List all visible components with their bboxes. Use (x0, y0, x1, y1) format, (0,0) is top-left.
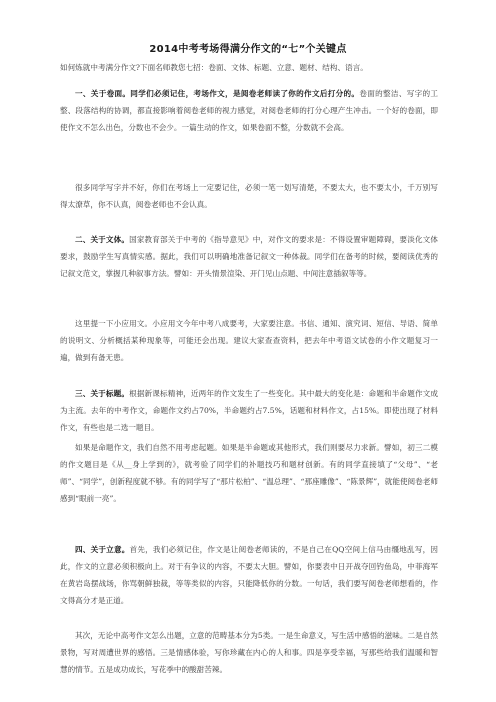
section-2-p2: 这里提一下小应用文。小应用文今年中考八成要考，大家要注意。书信、通知、演究词、短信、导语、简单的说明文、分析概括某种现象等，可能还会出现。建议大家查查资料，把去年中考语文试卷的小作文题复习一遍，做到有备无患。 (60, 319, 438, 362)
section-4-paragraph-2 (60, 627, 438, 678)
section-1-body: 卷面的整洁、写字的工整、段落结构的协调，都直接影响着阅卷老师的视力感觉，对阅卷老师的打分心理产生冲击。一个好的卷面，即使作文不怎么出色，分数也不会少。一篇生动的作文，如果卷面不整，分数就不会高。 (60, 89, 439, 132)
intro-text: 如何炼就中考满分作文?下面名师教您七招：卷面、文体、标题、立意、题材、结构、语言。 (60, 63, 368, 72)
section-1-paragraph (60, 85, 438, 136)
section-4-p2: 其次，无论中高考作文怎么出题，立意的范畴基本分为5类。一是生命意义，写生活中感悟的滋味。二是自然景物，写对周遭世界的感悟。三是情感体验，写你珍藏在内心的人和事。四是享受幸福，写那些给我们温暖和智慧的情节。五是成功成长，写花季中的酸甜苦辣。 (60, 631, 438, 674)
section-2-paragraph-2 (60, 315, 438, 366)
section-1-heading: 一、关于卷面。 (75, 89, 131, 98)
section-2-body: 国家教育部关于中考的《指导意见》中，对作文的要求是：不得设置审题障碍，要淡化文体要求，鼓励学生写真情实感。据此，我们可以明确地准备记叙文一种体裁。同学们在备考的时候，要阅读优秀的记叙文范文，掌握几种叙事方法。譬如：开头情景渲染、开门见山点题、中间注意插叙等等。 (60, 235, 439, 278)
section-4-heading: 四、关于立意。 (75, 545, 130, 554)
section-3-paragraph (60, 385, 438, 436)
section-3-body: 根据新课标精神，近两年的作文发生了一些变化。其中最大的变化是：命题和半命题作文成为主流。去年的中考作文，命题作文约占70%，半命题约占7.5%，话题和材料作文，占15%。即使出现了材料作文，有些也是二选一题目。 (60, 389, 439, 432)
section-2-heading: 二、关于文体。 (75, 235, 130, 244)
section-1-lead: 同学们必须记住，考场作文，是阅卷老师读了你的作文后打分的。 (130, 89, 360, 98)
section-3-heading: 三、关于标题。 (75, 389, 130, 398)
section-1-paragraph-2 (60, 179, 438, 213)
section-3-p2: 如果是命题作文，我们自然不用考虑起题。如果是半命题或其他形式，我们则要尽力求新。譬如，初三二模的作文题目是《从__身上学到的》，就考验了同学们的补题技巧和题材创新。有的同学直接填了“父母”、“老师”、“同学”，创新程度就不够。有的同学写了“那片松柏”、“温总理”、“那座雕像”、“陈景辉”，就能使阅卷老师感到“眼前一亮”。 (60, 443, 438, 503)
section-2-paragraph (60, 231, 438, 282)
intro-paragraph (60, 59, 438, 76)
section-4-paragraph (60, 541, 438, 609)
section-4-body: 首先，我们必须记住，作文是让阅卷老师读的，不是自己在QQ空间上信马由缰地乱写，因此，作文的立意必须积极向上。对于有争议的内容，不要太大胆。譬如，你要表中日开战夺回钓鱼岛，中菲海军在黄岩岛摆战场，你骂朝鲜独裁，等等类似的内容，只能降低你的分数。一句话，我们要写阅卷老师想看的，作文得高分才是正道。 (60, 545, 438, 605)
document-title: 2014中考考场得满分作文的“七”个关键点 (149, 44, 347, 55)
section-1-p2: 很多同学写字并不好，你们在考场上一定要记住，必须一笔一划写清楚，不要太大，也不要太小，千万别写得太潦草，你不认真，阅卷老师也不会认真。 (60, 183, 438, 209)
section-3-paragraph-2 (60, 439, 438, 507)
